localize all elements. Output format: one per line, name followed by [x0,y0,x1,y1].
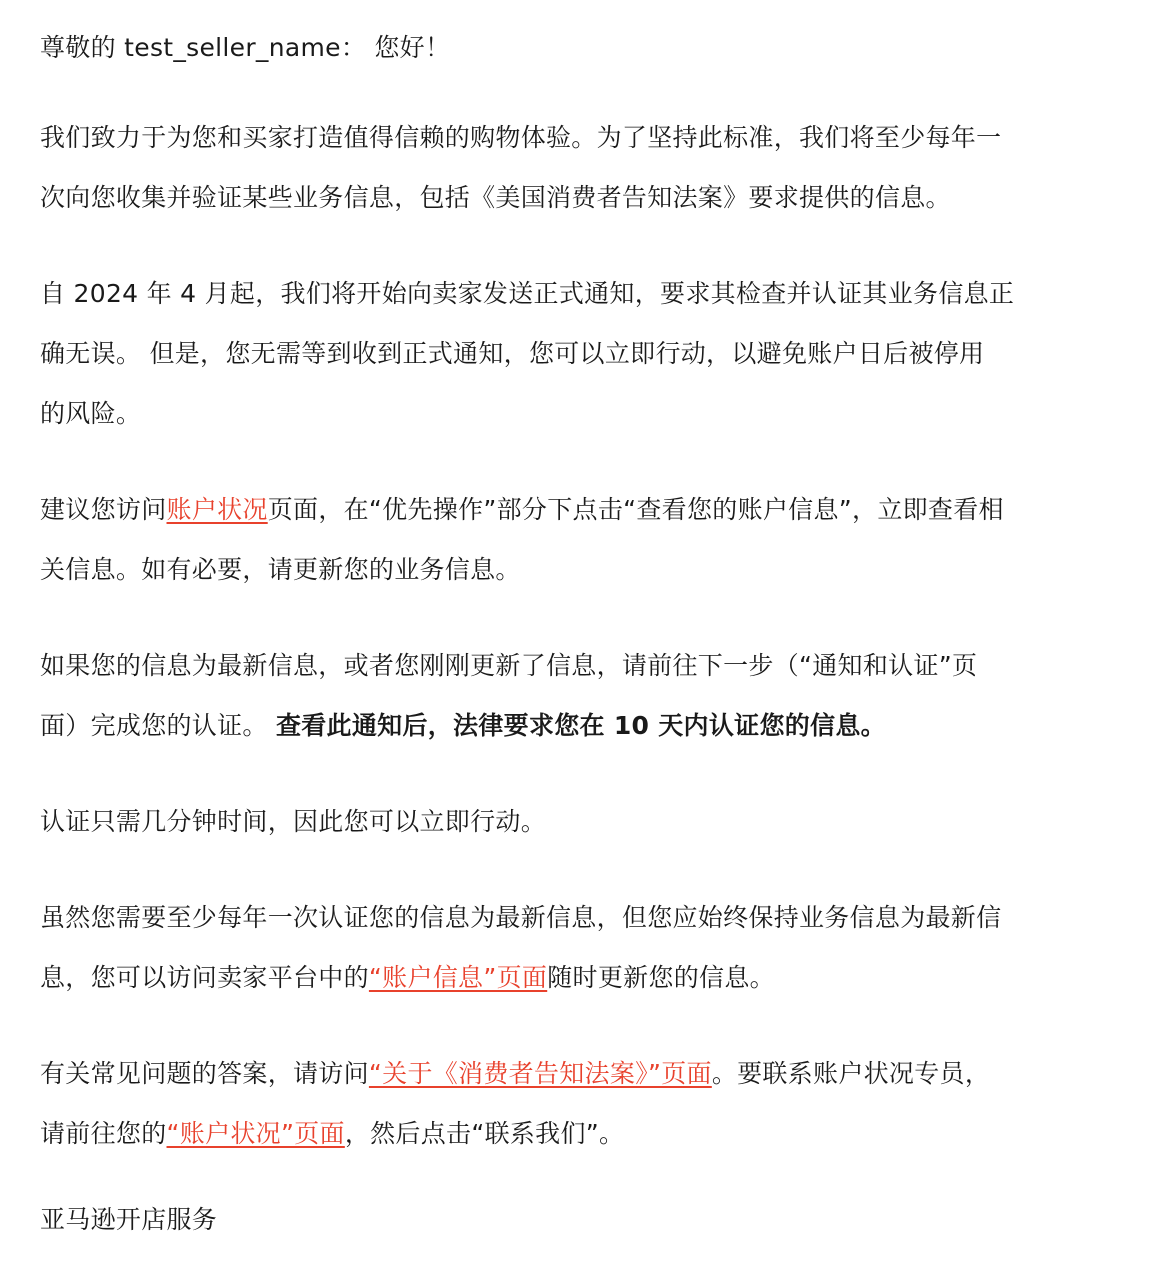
text-segment: 面）完成您的认证。 [40,711,276,740]
text-segment: 有关常见问题的答案，请访问 [40,1059,369,1088]
paragraph-faq [40,1044,1120,1164]
paragraph-line: 虽然您需要至少每年一次认证您的信息为最新信息，但您应始终保持业务信息为最新信 [40,903,1002,932]
paragraph-line [40,696,1120,756]
paragraph-line [40,948,1120,1008]
account-health-link[interactable]: 账户状况 [166,495,268,524]
account-health-page-link[interactable]: “账户状况”页面 [166,1119,345,1148]
paragraph-line: 关信息。如有必要，请更新您的业务信息。 [40,555,521,584]
paragraph-line: 自 2024 年 4 月起，我们将开始向卖家发送正式通知，要求其检查并认证其业务信息正 [40,279,1015,308]
text-segment: 。要联系账户状况专员， [711,1059,991,1088]
paragraph-line: 我们致力于为您和买家打造值得信赖的购物体验。为了坚持此标准，我们将至少每年一 [40,123,1002,152]
account-info-link[interactable]: “账户信息”页面 [368,963,548,992]
paragraph-commitment [40,108,1120,228]
paragraph-recommendation [40,480,1120,600]
paragraph-notice-date [40,264,1120,444]
greeting-prefix: 尊敬的 [40,33,116,62]
paragraph-line: 认证只需几分钟时间，因此您可以立即行动。 [40,807,547,836]
paragraph-line: 的风险。 [40,399,142,428]
text-segment: 随时更新您的信息。 [547,963,775,992]
legal-requirement-text: 查看此通知后，法律要求您在 10 天内认证您的信息。 [275,711,886,740]
text-segment: 建议您访问 [40,495,167,524]
paragraph-next-step [40,636,1120,756]
signature: 亚马逊开店服务 [40,1205,218,1234]
paragraph-line [40,1044,1120,1104]
paragraph-keep-updated [40,888,1120,1008]
inform-act-faq-link[interactable]: “关于《消费者告知法案》”页面 [368,1059,712,1088]
paragraph-minutes [40,792,1120,852]
paragraph-line [40,480,1120,540]
seller-name: test_seller_name [124,33,341,62]
text-segment: 请前往您的 [40,1119,167,1148]
paragraph-line: 如果您的信息为最新信息，或者您刚刚更新了信息，请前往下一步（“通知和认证”页 [40,651,978,680]
paragraph-line [40,1104,1120,1164]
greeting [40,28,1120,68]
text-segment: 息，您可以访问卖家平台中的 [40,963,369,992]
paragraph-line: 次向您收集并验证某些业务信息，包括《美国消费者告知法案》要求提供的信息。 [40,183,951,212]
text-segment: 页面，在“优先操作”部分下点击“查看您的账户信息”，立即查看相 [267,495,1004,524]
paragraph-line: 确无误。 但是，您无需等到收到正式通知，您可以立即行动，以避免账户日后被停用 [40,339,985,368]
greeting-suffix: ： 您好！ [340,33,451,62]
text-segment: ，然后点击“联系我们”。 [344,1119,625,1148]
